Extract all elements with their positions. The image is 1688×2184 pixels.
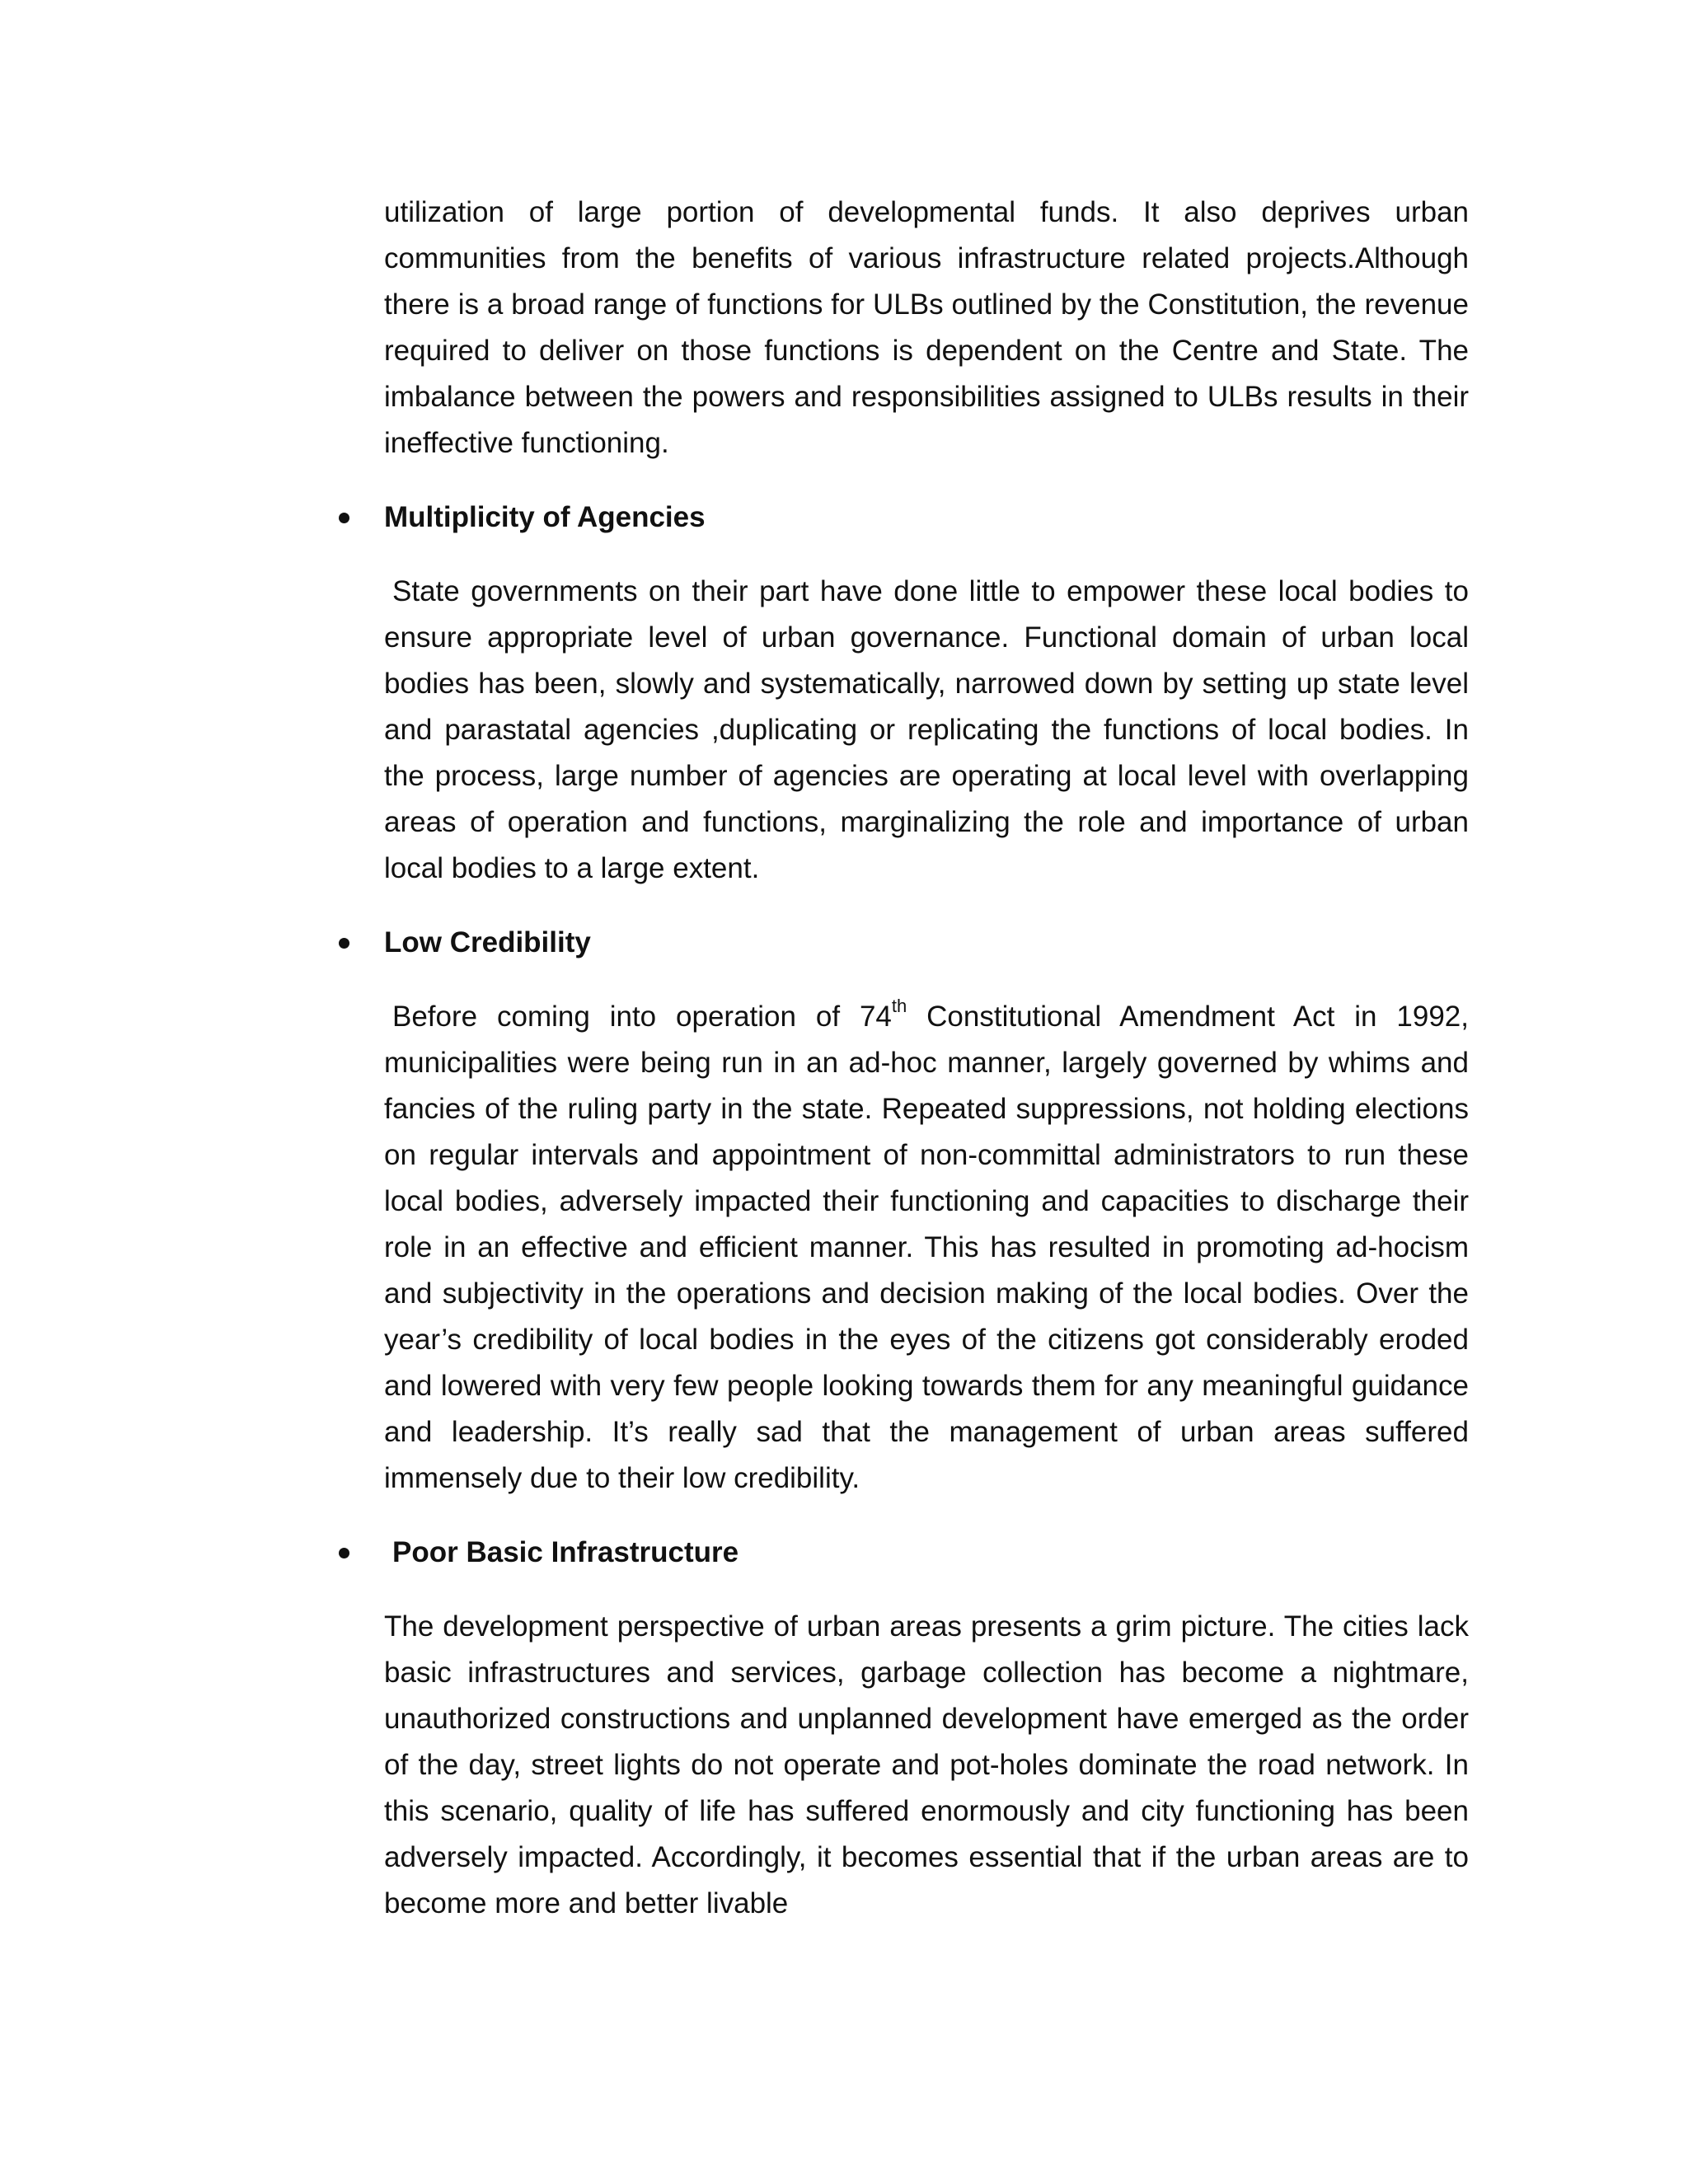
section-body: State governments on their part have done little to empower these local bodies to ensure appropriate level of urban governance. Functional domain of urban local bodies has been, slowly and systematically, narrowed down by setting up state level and parastatal agencies ,duplicating or replicating the functions of local bodies. In the process, large number of agencies are operating at local level with overlapping areas of operation and functions, marginalizing the role and importance of urban local bodies to a large extent. <box>384 575 1469 884</box>
section-heading <box>384 920 1469 966</box>
body-text-after-superscript: Constitutional Amendment Act in 1992, municipalities were being run in an ad-hoc manner, largely governed by whims and fancies of the ruling party in the state. Repeated suppressions, not holding elections on regular intervals and appointment of non-committal administrators to run these local bodies, adversely impacted their functioning and capacities to discharge their role in an effective and efficient manner. This has resulted in promoting ad-hocism and subjectivity in the operations and decision making of the local bodies. Over the year’s credibility of local bodies in the eyes of the citizens got considerably eroded and lowered with very few people looking towards them for any meaningful guidance and leadership. It’s really sad that the management of urban areas suffered immensely due to their low credibility. <box>384 1001 1469 1494</box>
section-body: The development perspective of urban areas presents a grim picture. The cities lack basic infrastructures and services, garbage collection has become a nightmare, unauthorized constructions and unplanned development have emerged as the order of the day, street lights do not operate and pot-holes dominate the road network. In this scenario, quality of life has suffered enormously and city functioning has been adversely impacted. Accordingly, it becomes essential that if the urban areas are to become more and better livable <box>384 1610 1469 1919</box>
section-heading-text: Poor Basic Infrastructure <box>392 1536 739 1568</box>
section-heading-text: Low Credibility <box>384 926 591 958</box>
bullet-icon <box>339 513 349 523</box>
page-content <box>384 190 1469 1927</box>
section-poor-basic-infrastructure <box>384 1530 1469 1927</box>
section-body <box>384 994 1469 1502</box>
continuation-paragraph: utilization of large portion of developmental funds. It also deprives urban communities from the benefits of various infrastructure related projects.Although there is a broad range of functions for ULBs outlined by the Constitution, the revenue required to deliver on those functions is dependent on the Centre and State. The imbalance between the powers and responsibilities assigned to ULBs results in their ineffective functioning. <box>384 196 1469 459</box>
section-multiplicity-of-agencies <box>384 494 1469 892</box>
bullet-icon <box>339 938 349 949</box>
bullet-icon <box>339 1548 349 1558</box>
section-heading <box>384 1530 1469 1576</box>
section-low-credibility <box>384 920 1469 1502</box>
section-heading-text: Multiplicity of Agencies <box>384 501 706 533</box>
ordinal-superscript: th <box>891 996 907 1017</box>
section-heading <box>384 494 1469 541</box>
body-text-before-superscript: Before coming into operation of 74 <box>392 1001 892 1033</box>
